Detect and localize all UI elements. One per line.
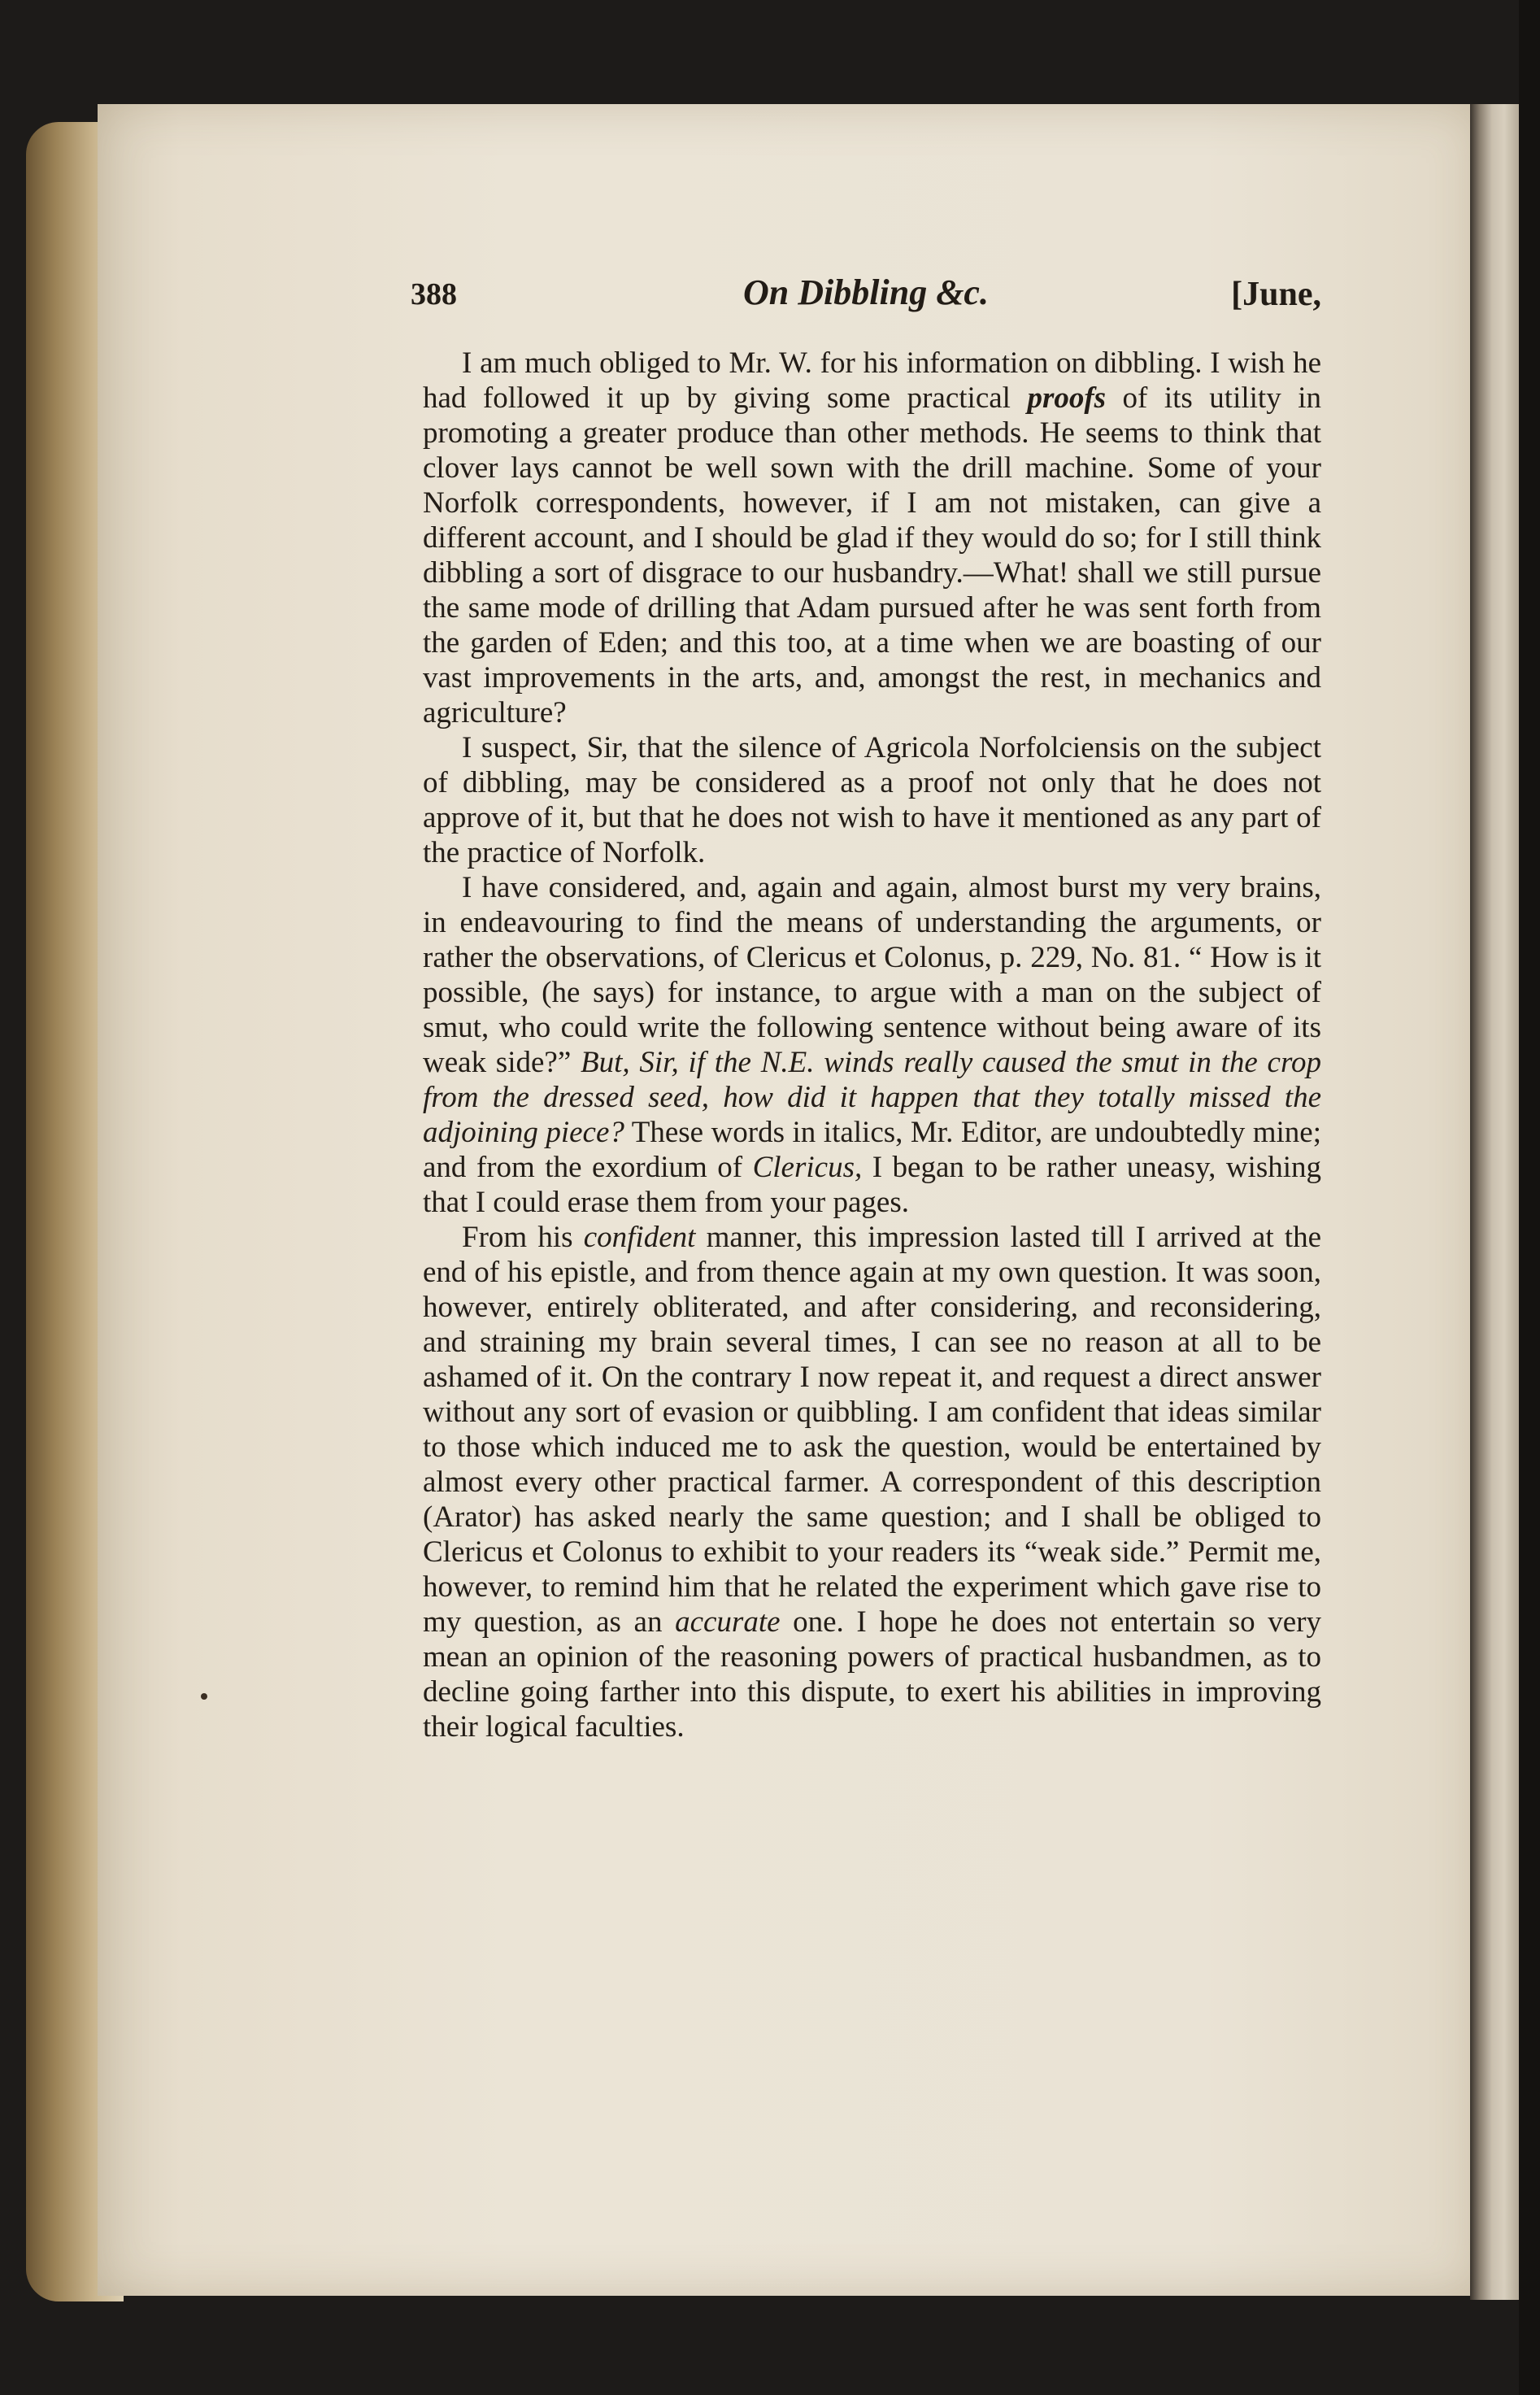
text-run: I am much obliged to Mr. W. for his information on dibbling. I wish he had followed it up by giving some practical [423,346,1321,415]
text-run: I have considered, and, again and again, almost burst my very brains, in endeavouring to find the means of understanding the arguments, or rather the observations, of Clericus et Colonus, p. 229, No. 81. “ How is it possible, (he says) for instance, to argue with a man on the subject of smut, who could write the following sentence without being aware of its weak side?” [423,871,1321,1079]
paragraph [423,730,1321,870]
text-run-italic: Clericus, [752,1151,863,1184]
text-run: From his [462,1221,584,1254]
text-run: These words in italics, Mr. Editor, are undoubtedly mine; and from the exordium of [423,1116,1321,1184]
page-number: 388 [411,277,457,311]
text-run: I suspect, Sir, that the silence of Agricola Norfolciensis on the subject of dibbling, may be considered as a proof not only that he does not approve of it, but that he does not wish to have it mentioned as any part of the practice of Norfolk. [423,731,1321,869]
background-edge [1519,0,1540,2395]
book-spine [1470,104,1519,2300]
running-title: On Dibbling &c. [743,272,989,312]
paragraph [423,1220,1321,1744]
text-run: of its utility in promoting a greater produce than other methods. He seems to think that clover lays cannot be well sown with the drill machine. Some of your Norfolk correspondents, however, if I am not mistaken, can give a different account, and I should be glad if they would do so; for I still think dibbling a sort of disgrace to our husbandry.—What! shall we still pursue the same mode of drilling that Adam pursued after he was sent forth from the garden of Eden; and this too, at a time when we are boasting of our vast improvements in the arts, and, amongst the rest, in mechanics and agriculture? [423,381,1321,729]
text-run: one. I hope he does not entertain so very mean an opinion of the reasoning powers of practical husbandmen, as to decline going farther into this dispute, to exert his abilities in improving their logical faculties. [423,1605,1321,1744]
text-run-italic: But, Sir, if the N.E. winds really caused the smut in the crop from the dressed seed, how did it happen that they totally missed the adjoining piece? [423,1046,1321,1149]
text-run-italic: accurate [675,1605,781,1639]
running-header [411,268,1321,317]
text-run-italic: confident [583,1221,696,1254]
paragraph [423,346,1321,730]
text-run-italic: proofs [1027,381,1107,415]
running-date: [June, [1231,276,1321,313]
ink-speck [201,1693,207,1700]
paragraph [423,870,1321,1220]
article-body [423,346,1321,1744]
text-run: I began to be rather uneasy, wishing that I could erase them from your pages. [423,1151,1322,1219]
text-run: manner, this impression lasted till I arrived at the end of his epistle, and from thence again at my own question. It was soon, however, entirely obliterated, and after considering, and reconsidering, and straining my brain several times, I can see no reason at all to be ashamed of it. On the contrary I now repeat it, and request a direct answer without any sort of evasion or quibbling. I am confident that ideas similar to those which induced me to ask the question, would be entertained by almost every other practical farmer. A correspondent of this description (Arator) has asked nearly the same question; and I shall be obliged to Clericus et Colonus to exhibit to your readers its “weak side.” Permit me, however, to remind him that he related the experiment which gave rise to my question, as an [423,1221,1321,1639]
